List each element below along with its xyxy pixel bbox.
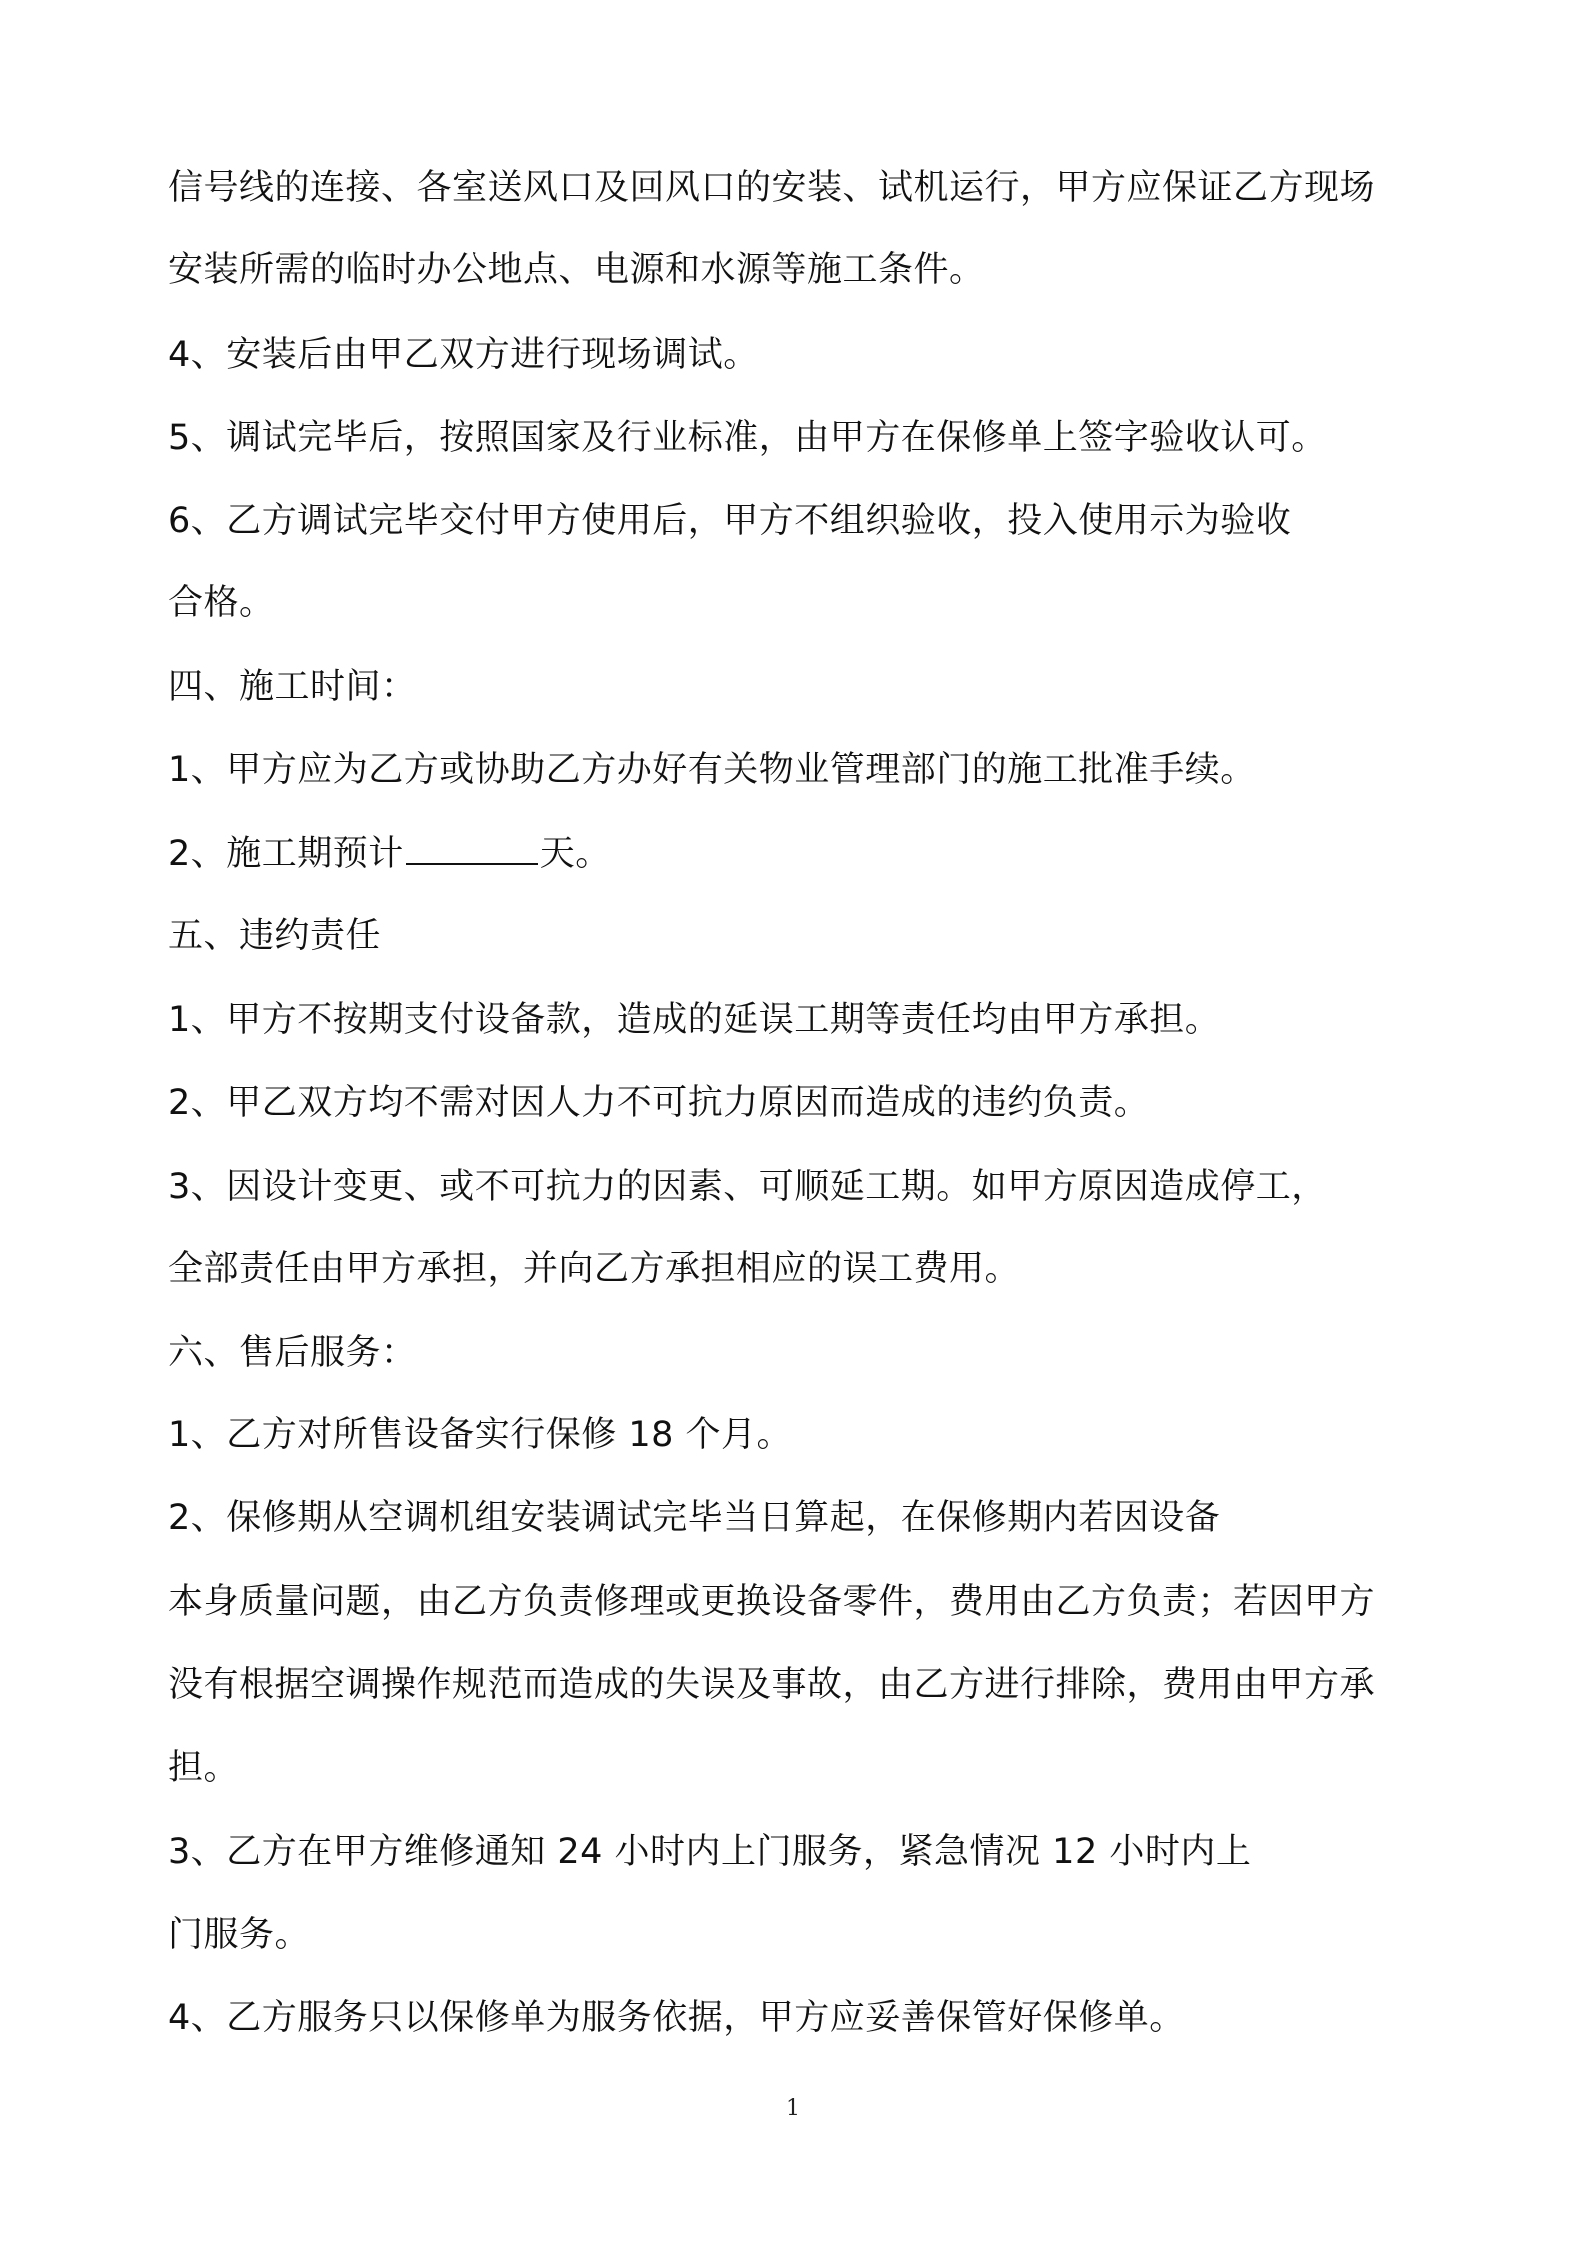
text-line: 3、乙方在甲方维修通知 24 小时内上门服务，紧急情况 12 小时内上 xyxy=(168,1832,1252,1872)
text-line: 2、甲乙双方均不需对因人力不可抗力原因而造成的违约负责。 xyxy=(168,1083,1150,1123)
section-heading: 五、违约责任 xyxy=(168,916,382,956)
text-line: 4、安装后由甲乙双方进行现场调试。 xyxy=(168,335,759,375)
text-line: 信号线的连接、各室送风口及回风口的安装、试机运行，甲方应保证乙方现场 xyxy=(168,168,1376,208)
text-line: 6、乙方调试完毕交付甲方使用后，甲方不组织验收，投入使用示为验收 xyxy=(168,501,1292,541)
text-line: 本身质量问题，由乙方负责修理或更换设备零件，费用由乙方负责；若因甲方 xyxy=(168,1582,1376,1622)
text-line: 1、甲方不按期支付设备款，造成的延误工期等责任均由甲方承担。 xyxy=(168,1000,1221,1040)
fill-in-blank xyxy=(406,829,538,865)
text-line: 2、保修期从空调机组安装调试完毕当日算起，在保修期内若因设备 xyxy=(168,1498,1221,1538)
text-segment: 2、施工期预计 xyxy=(168,834,404,874)
section-heading: 四、施工时间： xyxy=(168,667,417,707)
text-segment: 天。 xyxy=(539,834,611,874)
text-line: 4、乙方服务只以保修单为服务依据，甲方应妥善保管好保修单。 xyxy=(168,1998,1185,2038)
text-line: 门服务。 xyxy=(168,1915,311,1955)
text-line: 1、甲方应为乙方或协助乙方办好有关物业管理部门的施工批准手续。 xyxy=(168,750,1256,790)
section-heading: 六、售后服务： xyxy=(168,1333,417,1373)
text-line: 合格。 xyxy=(168,583,275,623)
text-line: 担。 xyxy=(168,1748,240,1788)
text-line: 没有根据空调操作规范而造成的失误及事故，由乙方进行排除，费用由甲方承 xyxy=(168,1665,1376,1705)
text-line: 1、乙方对所售设备实行保修 18 个月。 xyxy=(168,1415,793,1455)
text-line: 安装所需的临时办公地点、电源和水源等施工条件。 xyxy=(168,250,985,290)
text-line: 3、因设计变更、或不可抗力的因素、可顺延工期。如甲方原因造成停工， xyxy=(168,1167,1327,1207)
text-line: 全部责任由甲方承担，并向乙方承担相应的误工费用。 xyxy=(168,1249,1021,1289)
text-line-with-blank xyxy=(168,829,611,878)
page-number: 1 xyxy=(786,2096,800,2121)
text-line: 5、调试完毕后，按照国家及行业标准，由甲方在保修单上签字验收认可。 xyxy=(168,418,1327,458)
